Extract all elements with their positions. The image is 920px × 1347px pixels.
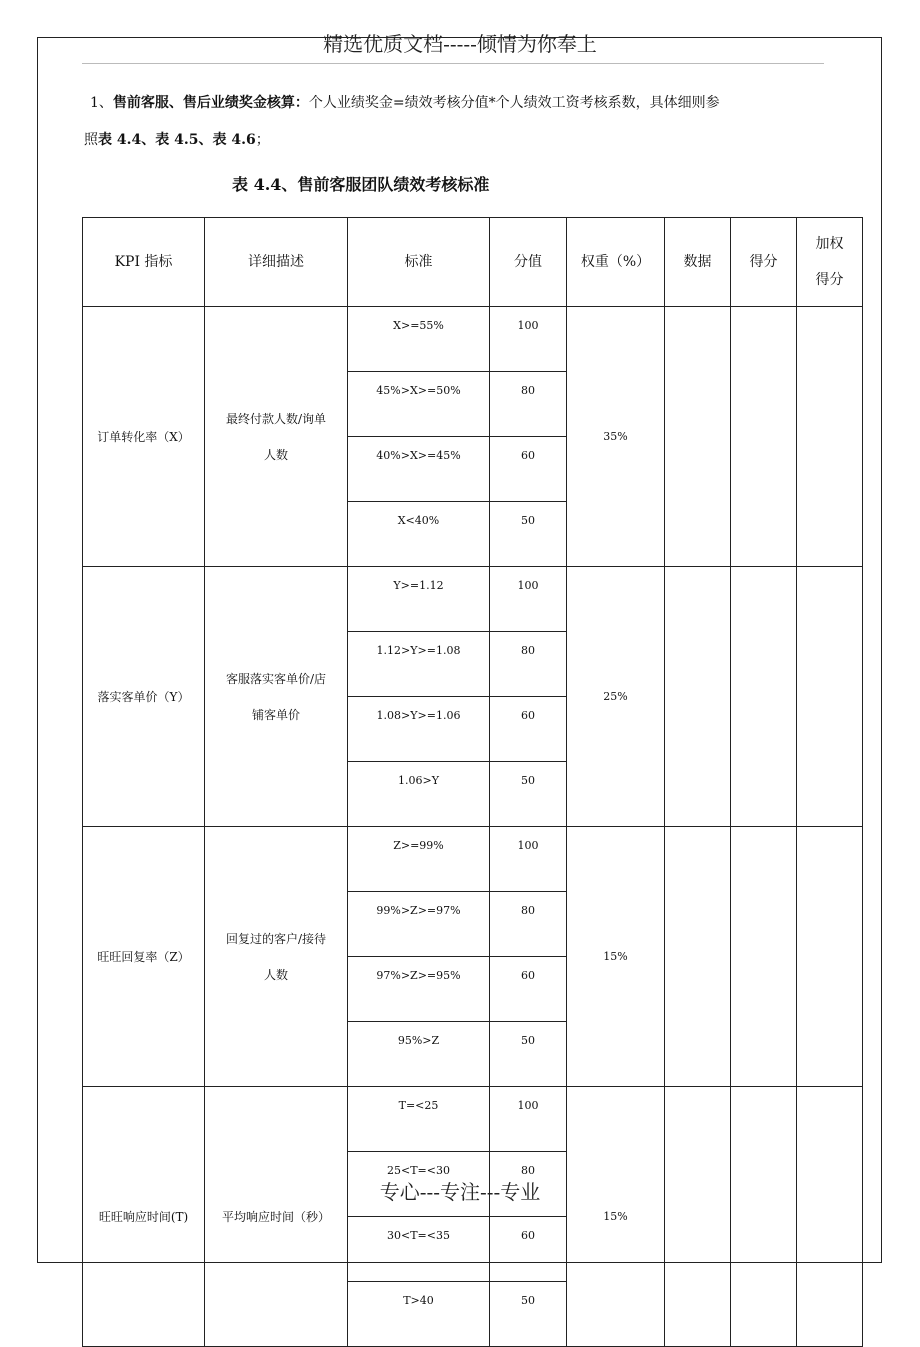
standard-cell: Z>=99%: [348, 827, 490, 892]
kpi-desc-line-1: 客服落实客单价/店: [225, 671, 327, 686]
score-cell: 50: [490, 1282, 567, 1347]
kpi-desc-line-2: 铺客单价: [251, 707, 300, 722]
standard-cell: 1.12>Y>=1.08: [348, 632, 490, 697]
got-cell: [731, 1087, 797, 1347]
kpi-desc: [205, 1087, 348, 1347]
data-cell: [665, 1087, 731, 1347]
score-cell: 80: [490, 892, 567, 957]
weight-cell: 35%: [567, 307, 665, 567]
header-data: 数据: [665, 218, 731, 307]
para-bold-lead: 售前客服、售后业绩奖金核算: [112, 95, 295, 111]
header-weight: 权重（%）: [567, 218, 665, 307]
standard-cell: 99%>Z>=97%: [348, 892, 490, 957]
para-text-2-suffix: ；: [255, 132, 270, 148]
data-cell: [665, 827, 731, 1087]
score-cell: 100: [490, 567, 567, 632]
score-cell: 100: [490, 307, 567, 372]
para-text-2-prefix: 照: [84, 132, 98, 148]
page-footer: 专心---专注---专业: [379, 1180, 541, 1204]
kpi-name: 旺旺回复率（Z）: [83, 827, 205, 1087]
standard-cell: 45%>X>=50%: [348, 372, 490, 437]
kpi-desc: [205, 827, 348, 1087]
table-row: [83, 1087, 863, 1152]
kpi-desc-line-1: 最终付款人数/询单: [225, 411, 327, 426]
standard-cell: X<40%: [348, 502, 490, 567]
score-cell: 60: [490, 1217, 567, 1282]
kpi-name: 旺旺响应时间(T): [83, 1087, 205, 1347]
score-cell: 80: [490, 632, 567, 697]
header-weighted: [797, 218, 863, 307]
kpi-name: 落实客单价（Y）: [83, 567, 205, 827]
kpi-desc: [205, 307, 348, 567]
score-cell: 50: [490, 502, 567, 567]
standard-cell: 40%>X>=45%: [348, 437, 490, 502]
score-cell: 100: [490, 1087, 567, 1152]
score-cell: 60: [490, 437, 567, 502]
weighted-cell: [797, 307, 863, 567]
standard-cell: 30<T=<35: [348, 1217, 490, 1282]
standard-cell: 25<T=<30: [348, 1152, 490, 1217]
header-weighted-line-1: 加权: [815, 236, 844, 252]
weight-cell: 15%: [567, 1087, 665, 1347]
table-row: [83, 307, 863, 372]
kpi-desc-line-1: 平均响应时间（秒）: [221, 1209, 330, 1224]
weighted-cell: [797, 1087, 863, 1347]
data-cell: [665, 567, 731, 827]
header-rule: [82, 63, 824, 64]
header-score: 分值: [490, 218, 567, 307]
score-cell: 50: [490, 1022, 567, 1087]
got-cell: [731, 567, 797, 827]
weighted-cell: [797, 827, 863, 1087]
standard-cell: T>40: [348, 1282, 490, 1347]
header-got: 得分: [731, 218, 797, 307]
table-title: 表 4.4、售前客服团队绩效考核标准: [232, 175, 490, 194]
kpi-desc-line-2: 人数: [263, 447, 288, 462]
para-table-refs: 表 4.4、表 4.5、表 4.6: [98, 132, 256, 148]
got-cell: [731, 827, 797, 1087]
para-colon: ：: [294, 95, 309, 111]
score-cell: 100: [490, 827, 567, 892]
kpi-desc-line-1: 回复过的客户/接待: [225, 931, 327, 946]
page-header: 精选优质文档-----倾情为你奉上: [323, 32, 597, 56]
header-kpi: KPI 指标: [83, 218, 205, 307]
kpi-desc: [205, 567, 348, 827]
standard-cell: X>=55%: [348, 307, 490, 372]
table-row: [83, 827, 863, 892]
standard-cell: 97%>Z>=95%: [348, 957, 490, 1022]
kpi-desc-line-2: 人数: [263, 967, 288, 982]
table-row: [83, 567, 863, 632]
got-cell: [731, 307, 797, 567]
standard-cell: Y>=1.12: [348, 567, 490, 632]
score-cell: 80: [490, 372, 567, 437]
header-weighted-line-2: 得分: [815, 272, 844, 288]
weighted-cell: [797, 567, 863, 827]
standard-cell: 1.06>Y: [348, 762, 490, 827]
header-desc: 详细描述: [205, 218, 348, 307]
data-cell: [665, 307, 731, 567]
weight-cell: 25%: [567, 567, 665, 827]
score-cell: 50: [490, 762, 567, 827]
kpi-name: 订单转化率（X）: [83, 307, 205, 567]
standard-cell: 1.08>Y>=1.06: [348, 697, 490, 762]
table-header-row: [83, 218, 863, 307]
score-cell: 80: [490, 1152, 567, 1217]
intro-paragraph: [84, 85, 844, 159]
standard-cell: T=<25: [348, 1087, 490, 1152]
para-text-1: 个人业绩奖金=绩效考核分值*个人绩效工资考核系数，具体细则参: [308, 95, 720, 111]
score-cell: 60: [490, 957, 567, 1022]
header-standard: 标准: [348, 218, 490, 307]
score-cell: 60: [490, 697, 567, 762]
weight-cell: 15%: [567, 827, 665, 1087]
para-number: 1、: [90, 95, 113, 111]
standard-cell: 95%>Z: [348, 1022, 490, 1087]
